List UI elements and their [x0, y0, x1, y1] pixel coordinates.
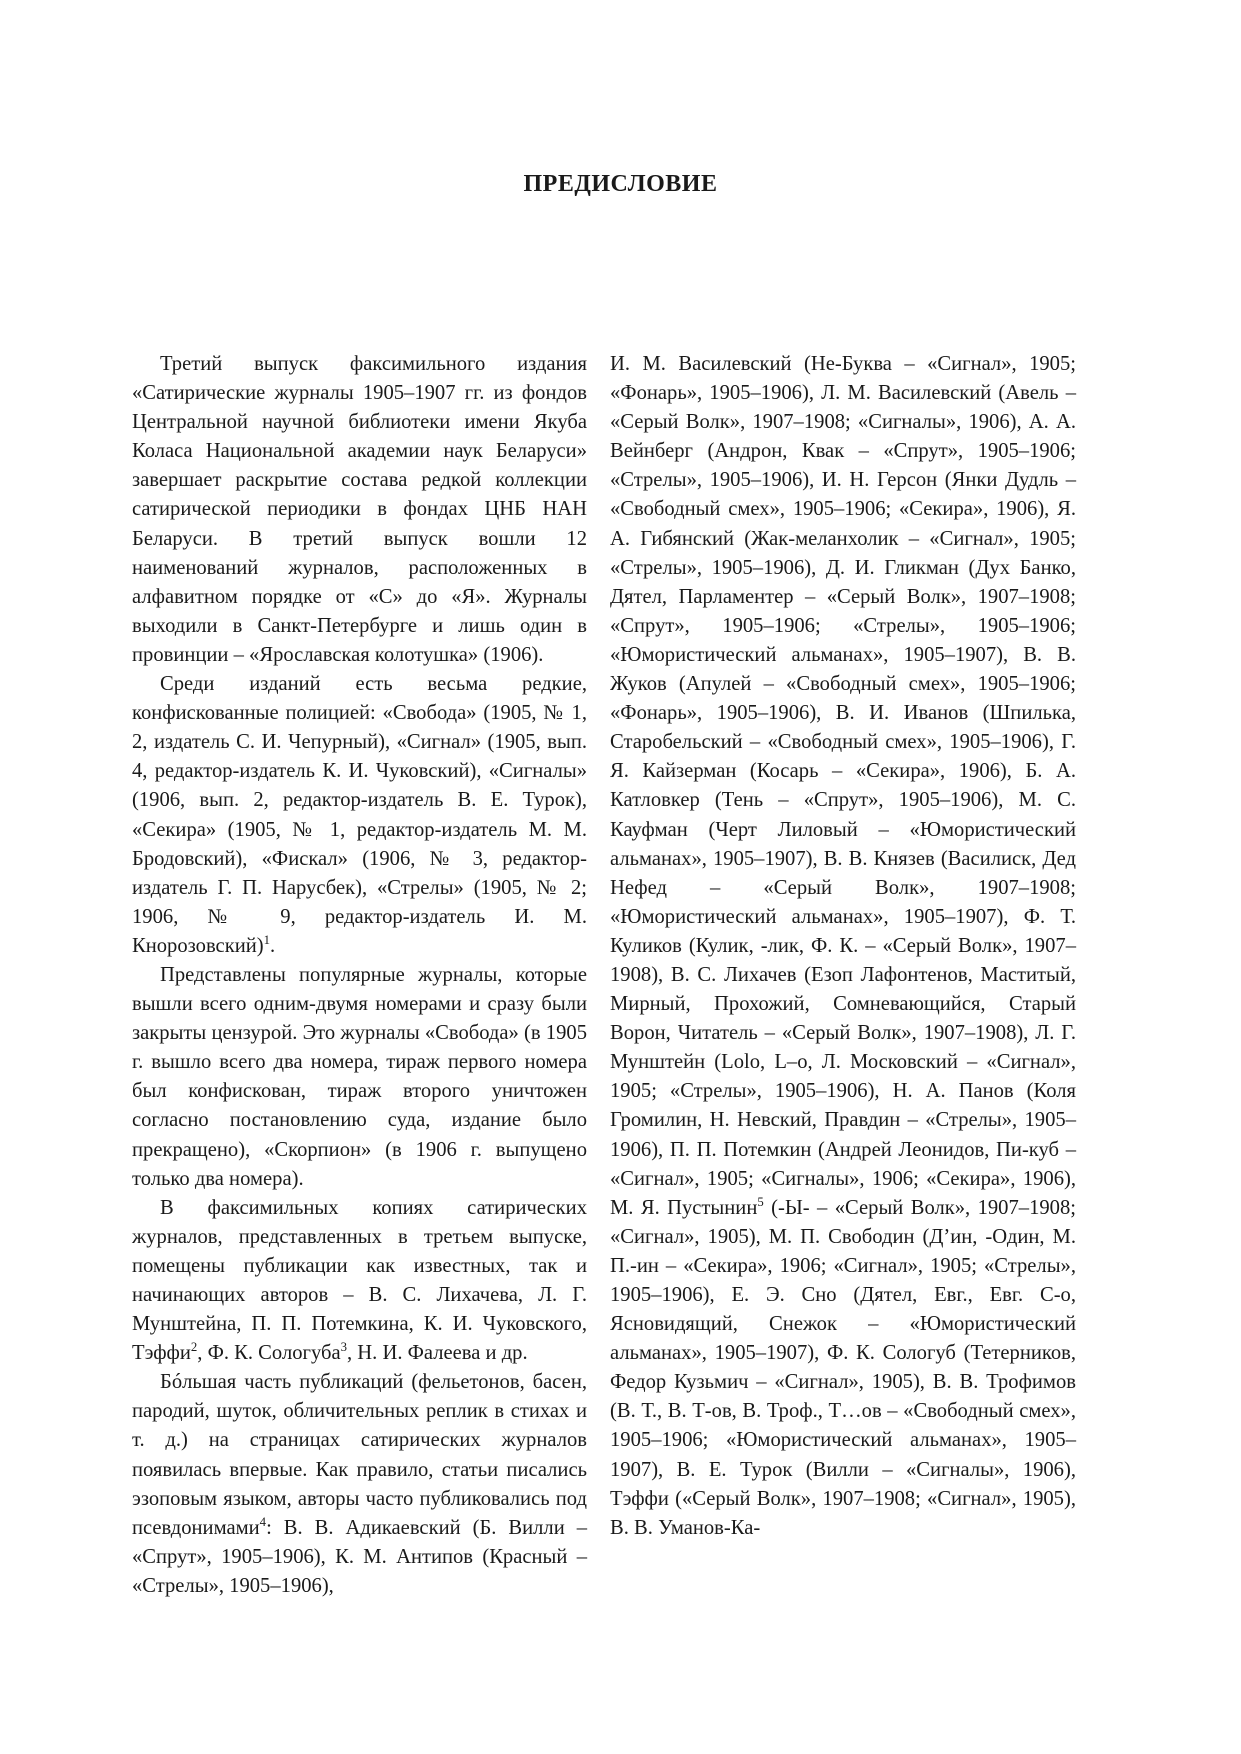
footnote-ref-2: 2 [190, 1340, 198, 1355]
paragraph-4-text-c: , Н. И. Фалеева и др. [347, 1342, 528, 1365]
paragraph-continued [610, 350, 1076, 1543]
footnote-ref-1: 1 [263, 932, 270, 947]
paragraph-4 [132, 1194, 587, 1369]
paragraph-4-text-b: , Ф. К. Сологуба [197, 1342, 341, 1365]
paragraph-3 [132, 961, 587, 1194]
paragraph-4-text-a: В факсимильных копиях сатирических журналов, представленных в третьем выпуске, помещены публикации как известных, так и начинающих авторов – В. С. Лихачева, Л. Г. Мунштейна, П. П. Потемкина, К. И. Чуковского, Тэффи [132, 1196, 587, 1365]
paragraph-2-text: Среди изданий есть весьма редкие, конфискованные полицией: «Свобода» (1905, № 1, 2, издатель С. И. Чепурный), «Сигнал» (1905, вып. 4, редактор-издатель К. И. Чуковский), «Сигналы» (1906, вып. 2, редактор-издатель В. Е. Турок), «Секира» (1905, № 1, редактор-издатель М. М. Бродовский), «Фискал» (1906, № 3, редактор-издатель Г. П. Нарусбек), «Стрелы» (1905, № 2; 1906, № 9, редактор-издатель И. М. Кнорозовский) [132, 673, 587, 957]
footnote-ref-5: 5 [757, 1194, 764, 1209]
paragraph-3-text: Представлены популярные журналы, которые вышли всего одним-двумя номерами и сразу были закрыты цензурой. Это журналы «Свобода» (в 1905 г. вышло всего два номера, тираж первого номера был конфискован, тираж второго уничтожен согласно постановлению суда, издание было прекращено), «Скорпион» (в 1906 г. выпущено только два номера). [132, 963, 587, 1190]
footnote-ref-3: 3 [340, 1340, 347, 1355]
paragraph-5 [132, 1368, 587, 1601]
right-column [610, 350, 1076, 1543]
right-column-text-b: (-Ы- – «Серый Волк», 1907–1908; «Сигнал», 1905), М. П. Свободин (Д’ин, -Один, М. П.-ин – «Секира», 1906; «Сигнал», 1905; «Стрелы», 1905–1906), Е. Э. Сно (Дятел, Евг., Евг. С-о, Ясновидящий, Снежок – «Юмористический альманах», 1905–1907), Ф. К. Сологуб (Тетерников, Федор Кузьмич – «Сигнал», 1905), В. В. Трофимов (В. Т., В. Т-ов, В. Троф., Т…ов – «Свободный смех», 1905–1906; «Юмористический альманах», 1905–1907), В. Е. Турок (Вилли – «Сигналы», 1906), Тэффи («Серый Волк», 1907–1908; «Сигнал», 1905), В. В. Уманов-Ка- [610, 1196, 1076, 1539]
footnote-ref-4: 4 [259, 1514, 267, 1529]
paragraph-2: Среди изданий есть весьма редкие, конфискованные полицией: «Свобода» (1905, № 1, 2, издатель С. И. Чепурный), «Сигнал» (1905, вып. 4, редактор-издатель К. И. Чуковский), «Сигналы» (1906, вып. 2, редактор-издатель В. Е. Турок), «Секира» (1905, № 1, редактор-издатель М. М. Бродовский), «Фискал» (1906, № 3, редактор-издатель Г. П. Нарусбек), «Стрелы» (1905, № 2; 1906, № 9, редактор-издатель И. М. Кнорозовский)$^1$. [132, 673, 587, 957]
paragraph-1 [132, 350, 587, 670]
left-column [132, 350, 587, 1601]
paragraph-5-text-b: : В. В. Адикаевский (Б. Вилли – «Спрут», 1905–1906), К. М. Антипов (Красный – «Стрелы», 1905–1906), [132, 1516, 587, 1597]
paragraph-5-text-a: Бóльшая часть публикаций (фельетонов, басен, пародий, шуток, обличительных реплик в стихах и т. д.) на страницах сатирических журналов появилась впервые. Как правило, статьи писались эзоповым языком, авторы часто публиковались под псевдонимами [132, 1371, 587, 1539]
paragraph-1-text: Третий выпуск факсимильного издания «Сатирические журналы 1905–1907 гг. из фондов Центральной научной библиотеки имени Якуба Коласа Национальной академии наук Беларуси» завершает раскрытие состава редкой коллекции сатирической периодики в фондах ЦНБ НАН Беларуси. В третий выпуск вошли 12 наименований журналов, расположенных в алфавитном порядке от «С» до «Я». Журналы выходили в Санкт-Петербурге и лишь один в провинции – «Ярославская колотушка» (1906). [132, 353, 587, 666]
page-title: ПРЕДИСЛОВИЕ [523, 171, 718, 197]
right-column-text-a: И. М. Василевский (Не-Буква – «Сигнал», 1905; «Фонарь», 1905–1906), Л. М. Василевский (Авель – «Серый Волк», 1907–1908; «Сигналы», 1906), А. А. Вейнберг (Андрон, Квак – «Спрут», 1905–1906; «Стрелы», 1905–1906), И. Н. Герсон (Янки Дудль – «Свободный смех», 1905–1906; «Секира», 1906), Я. А. Гибянский (Жак-меланхолик – «Сигнал», 1905; «Стрелы», 1905–1906), Д. И. Гликман (Дух Банко, Дятел, Парламентер – «Серый Волк», 1907–1908; «Спрут», 1905–1906; «Стрелы», 1905–1906; «Юмористический альманах», 1905–1907), В. В. Жуков (Апулей – «Свободный смех», 1905–1906; «Фонарь», 1905–1906), В. И. Иванов (Шпилька, Старобельский – «Свободный смех», 1905–1906), Г. Я. Кайзерман (Косарь – «Секира», 1906), Б. А. Катловкер (Тень – «Спрут», 1905–1906), М. С. Кауфман (Черт Лиловый – «Юмористический альманах», 1905–1907), В. В. Князев (Василиск, Дед Нефед – «Серый Волк», 1907–1908; «Юмористический альманах», 1905–1907), Ф. Т. Куликов (Кулик, -лик, Ф. К. – «Серый Волк», 1907–1908), В. С. Лихачев (Езоп Лафонтенов, Маститый, Мирный, Прохожий, Сомневающийся, Старый Ворон, Читатель – «Серый Волк», 1907–1908), Л. Г. Мунштейн (Lolo, L–о, Л. Московский – «Сигнал», 1905; «Стрелы», 1905–1906), Н. А. Панов (Коля Громилин, Н. Невский, Правдин – «Стрелы», 1905–1906), П. П. Потемкин (Андрей Леонидов, Пи-куб – «Сигнал», 1905; «Сигналы», 1906; «Секира», 1906), М. Я. Пустынин [610, 353, 1076, 1219]
